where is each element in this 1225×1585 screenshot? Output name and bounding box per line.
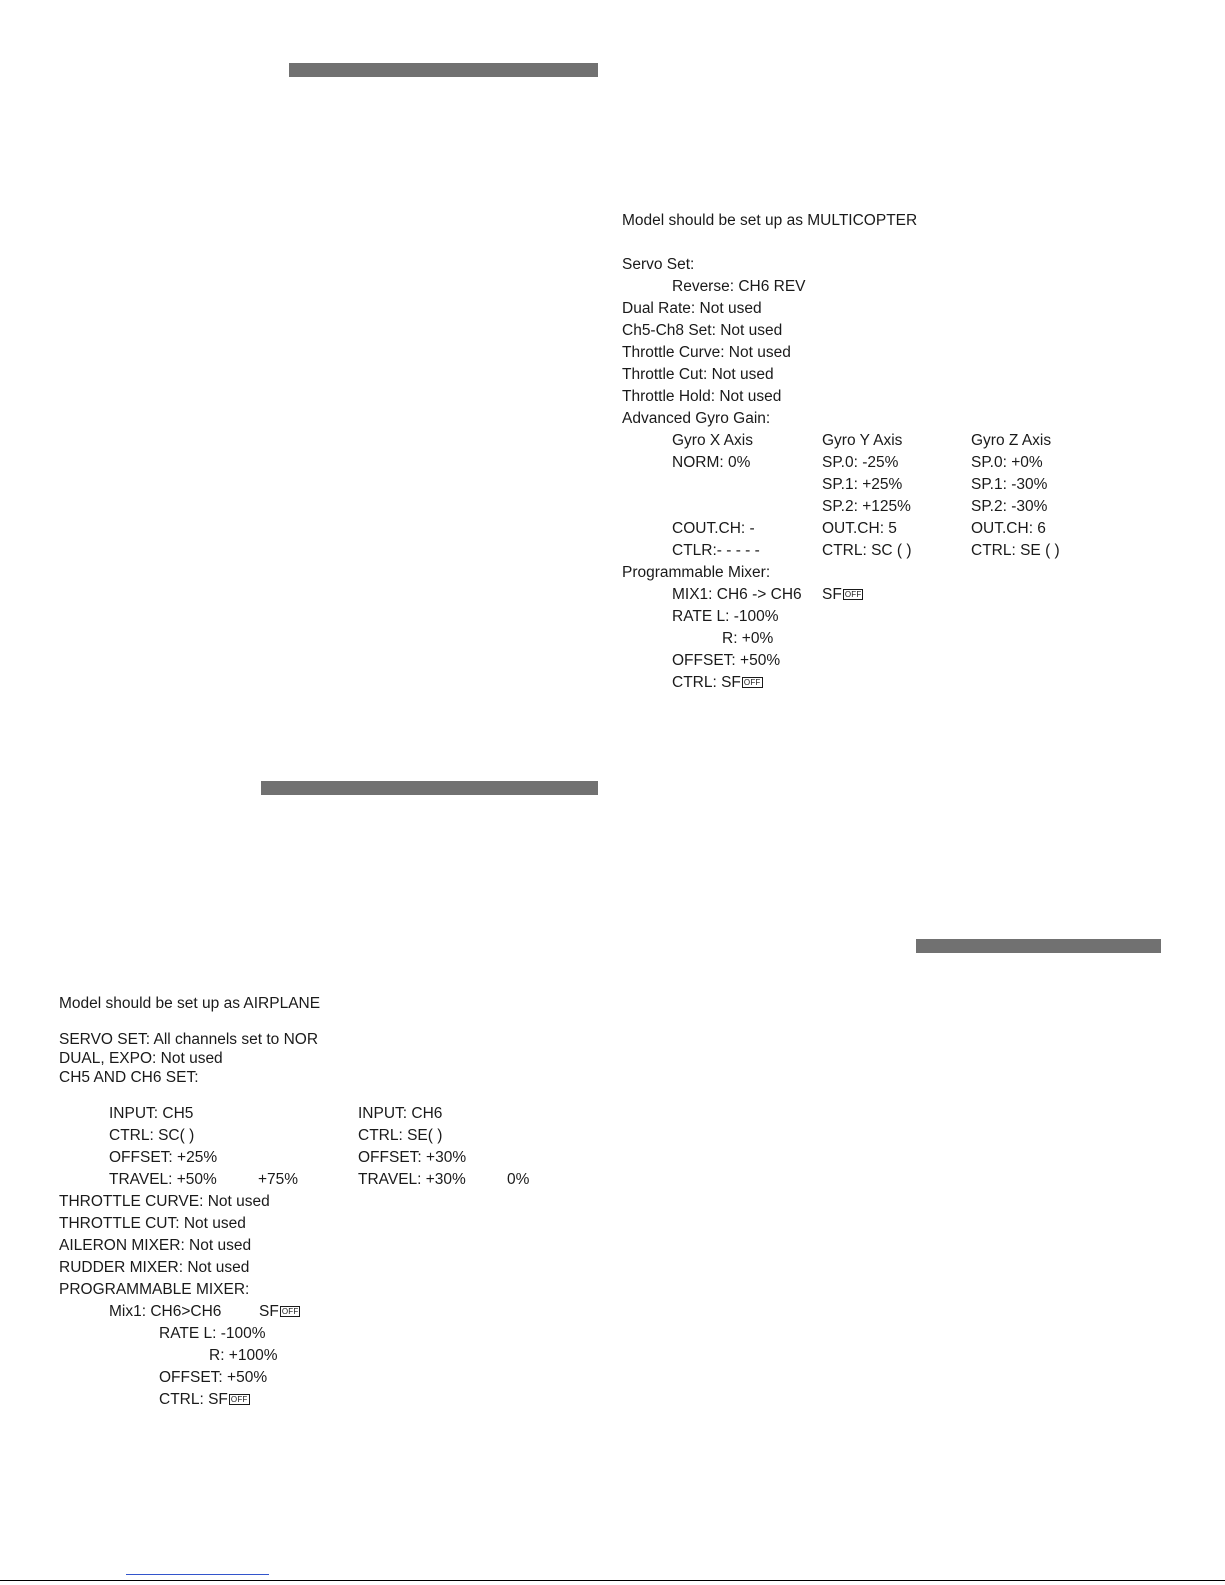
footer-link-underline: [126, 1574, 269, 1575]
ch6-travel-2: 0%: [507, 1171, 530, 1188]
rudder-mixer-setting: RUDDER MIXER: Not used: [59, 1259, 250, 1276]
throttle-hold-setting: Throttle Hold: Not used: [622, 388, 782, 405]
servo-set-setting: SERVO SET: All channels set to NOR: [59, 1031, 319, 1048]
offset-setting: OFFSET: +50%: [159, 1369, 268, 1386]
throttle-curve-setting: THROTTLE CURVE: Not used: [59, 1193, 270, 1210]
throttle-cut-setting: Throttle Cut: Not used: [622, 366, 774, 383]
servo-set-heading: Servo Set:: [622, 256, 695, 273]
ch6-ctrl: CTRL: SE( ): [358, 1127, 443, 1144]
ch5-offset: OFFSET: +25%: [109, 1149, 218, 1166]
off-badge: OFF: [844, 590, 862, 599]
gyro-y-header: Gyro Y Axis: [822, 432, 903, 449]
ch6-travel: TRAVEL: +30%: [358, 1171, 466, 1188]
throttle-cut-setting: THROTTLE CUT: Not used: [59, 1215, 246, 1232]
ch5-travel-2: +75%: [258, 1171, 299, 1188]
gyro-z-sp2: SP.2: -30%: [971, 498, 1048, 515]
dual-expo-setting: DUAL, EXPO: Not used: [59, 1050, 223, 1067]
ch5-travel: TRAVEL: +50%: [109, 1171, 217, 1188]
gyro-z-ctrl: CTRL: SE ( ): [971, 542, 1060, 559]
mix1-switch-label: SF: [259, 1303, 279, 1320]
mix1-setting: Mix1: CH6>CH6: [109, 1303, 222, 1320]
gyro-y-sp1: SP.1: +25%: [822, 476, 903, 493]
gyro-y-ctrl: CTRL: SC ( ): [822, 542, 912, 559]
gyro-y-sp2: SP.2: +125%: [822, 498, 911, 515]
gyro-x-norm: NORM: 0%: [672, 454, 751, 471]
gyro-z-out: OUT.CH: 6: [971, 520, 1046, 537]
mix1-setting: MIX1: CH6 -> CH6: [672, 586, 802, 603]
ch5-ctrl: CTRL: SC( ): [109, 1127, 195, 1144]
ch5-ch8-setting: Ch5-Ch8 Set: Not used: [622, 322, 783, 339]
ctrl-label: CTRL: SF: [672, 674, 741, 691]
off-badge: OFF: [230, 1395, 248, 1404]
multicopter-intro: Model should be set up as MULTICOPTER: [622, 212, 918, 229]
off-badge: OFF: [281, 1307, 299, 1316]
off-badge: OFF: [743, 678, 761, 687]
rate-l-setting: RATE L: -100%: [672, 608, 779, 625]
ch6-offset: OFFSET: +30%: [358, 1149, 467, 1166]
section-bar-2: [261, 781, 598, 795]
ch6-input: INPUT: CH6: [358, 1105, 443, 1122]
footer-rule: [0, 1580, 1225, 1581]
ch5-ch6-set-heading: CH5 AND CH6 SET:: [59, 1069, 199, 1086]
gyro-z-header: Gyro Z Axis: [971, 432, 1052, 449]
airplane-intro: Model should be set up as AIRPLANE: [59, 995, 321, 1012]
gyro-x-ctrl: CTLR:- - - - -: [672, 542, 760, 559]
mix1-switch: [822, 585, 863, 604]
gyro-z-sp0: SP.0: +0%: [971, 454, 1043, 471]
ch5-input: INPUT: CH5: [109, 1105, 194, 1122]
advanced-gyro-gain-heading: Advanced Gyro Gain:: [622, 410, 771, 427]
dual-rate-setting: Dual Rate: Not used: [622, 300, 762, 317]
section-bar-1: [289, 63, 598, 77]
ctrl-setting: [159, 1390, 250, 1409]
ctrl-setting: [672, 673, 763, 692]
gyro-y-sp0: SP.0: -25%: [822, 454, 899, 471]
programmable-mixer-heading: Programmable Mixer:: [622, 564, 771, 581]
rate-r-setting: R: +100%: [209, 1347, 278, 1364]
gyro-x-out: COUT.CH: -: [672, 520, 755, 537]
mix1-switch: [259, 1302, 300, 1321]
gyro-z-sp1: SP.1: -30%: [971, 476, 1048, 493]
mix1-switch-label: SF: [822, 586, 842, 603]
rate-l-setting: RATE L: -100%: [159, 1325, 266, 1342]
programmable-mixer-heading: PROGRAMMABLE MIXER:: [59, 1281, 250, 1298]
offset-setting: OFFSET: +50%: [672, 652, 781, 669]
aileron-mixer-setting: AILERON MIXER: Not used: [59, 1237, 252, 1254]
throttle-curve-setting: Throttle Curve: Not used: [622, 344, 791, 361]
ctrl-label: CTRL: SF: [159, 1391, 228, 1408]
rate-r-setting: R: +0%: [722, 630, 774, 647]
section-bar-3: [916, 939, 1161, 953]
gyro-x-header: Gyro X Axis: [672, 432, 753, 449]
gyro-y-out: OUT.CH: 5: [822, 520, 897, 537]
reverse-setting: Reverse: CH6 REV: [672, 278, 806, 295]
